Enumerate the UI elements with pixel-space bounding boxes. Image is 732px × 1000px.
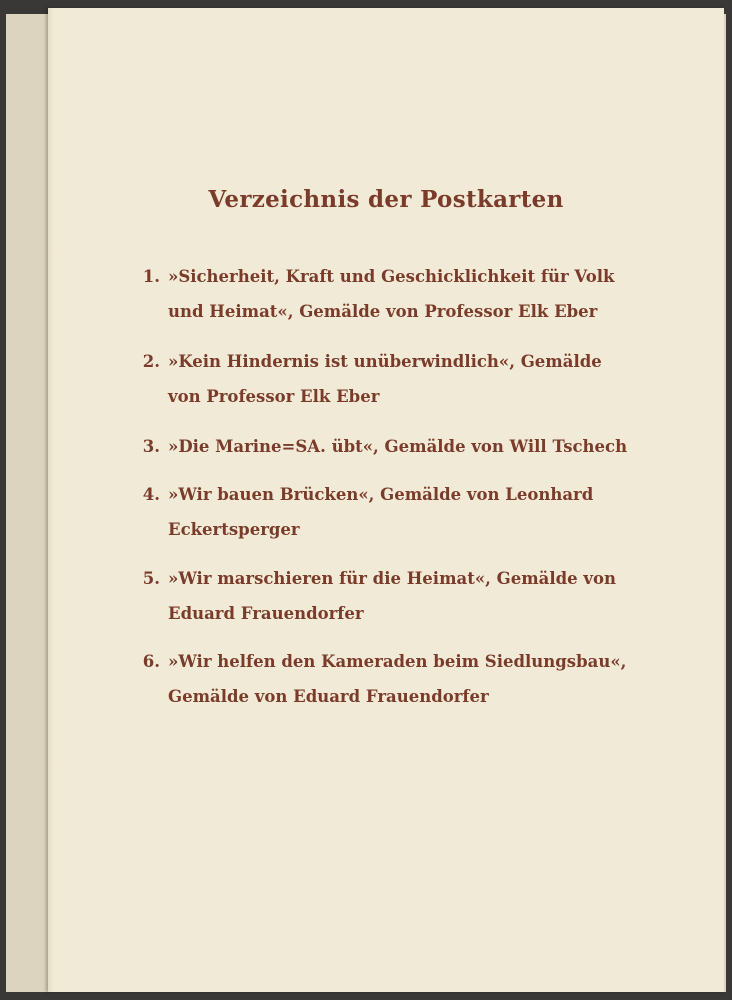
item-number: 6. bbox=[142, 652, 160, 671]
item-line-2: und Heimat«, Gemälde von Professor Elk Eber bbox=[168, 302, 598, 321]
item-line-2: von Professor Elk Eber bbox=[168, 387, 380, 406]
item-number: 4. bbox=[142, 485, 160, 504]
card-edge bbox=[48, 8, 54, 992]
item-line-1: »Kein Hindernis ist unüberwindlich«, Gemälde bbox=[168, 352, 602, 371]
item-number: 5. bbox=[142, 569, 160, 588]
item-line-1: »Die Marine=SA. übt«, Gemälde von Will Tschech bbox=[168, 437, 628, 456]
item-line-2: Gemälde von Eduard Frauendorfer bbox=[168, 687, 489, 706]
item-line-2: Eckertsperger bbox=[168, 520, 300, 539]
item-line-1: »Wir helfen den Kameraden beim Siedlungsbau«, bbox=[168, 652, 627, 671]
page-title: Verzeichnis der Postkarten bbox=[208, 186, 564, 213]
postcard-index-card bbox=[48, 8, 724, 992]
item-line-1: »Wir marschieren für die Heimat«, Gemälde von bbox=[168, 569, 617, 588]
item-number: 2. bbox=[142, 352, 160, 371]
item-line-1: »Wir bauen Brücken«, Gemälde von Leonhard bbox=[168, 485, 594, 504]
item-line-2: Eduard Frauendorfer bbox=[168, 604, 364, 623]
item-number: 3. bbox=[142, 437, 160, 456]
item-line-1: »Sicherheit, Kraft und Geschicklichkeit für Volk bbox=[168, 267, 615, 286]
item-number: 1. bbox=[142, 267, 160, 286]
